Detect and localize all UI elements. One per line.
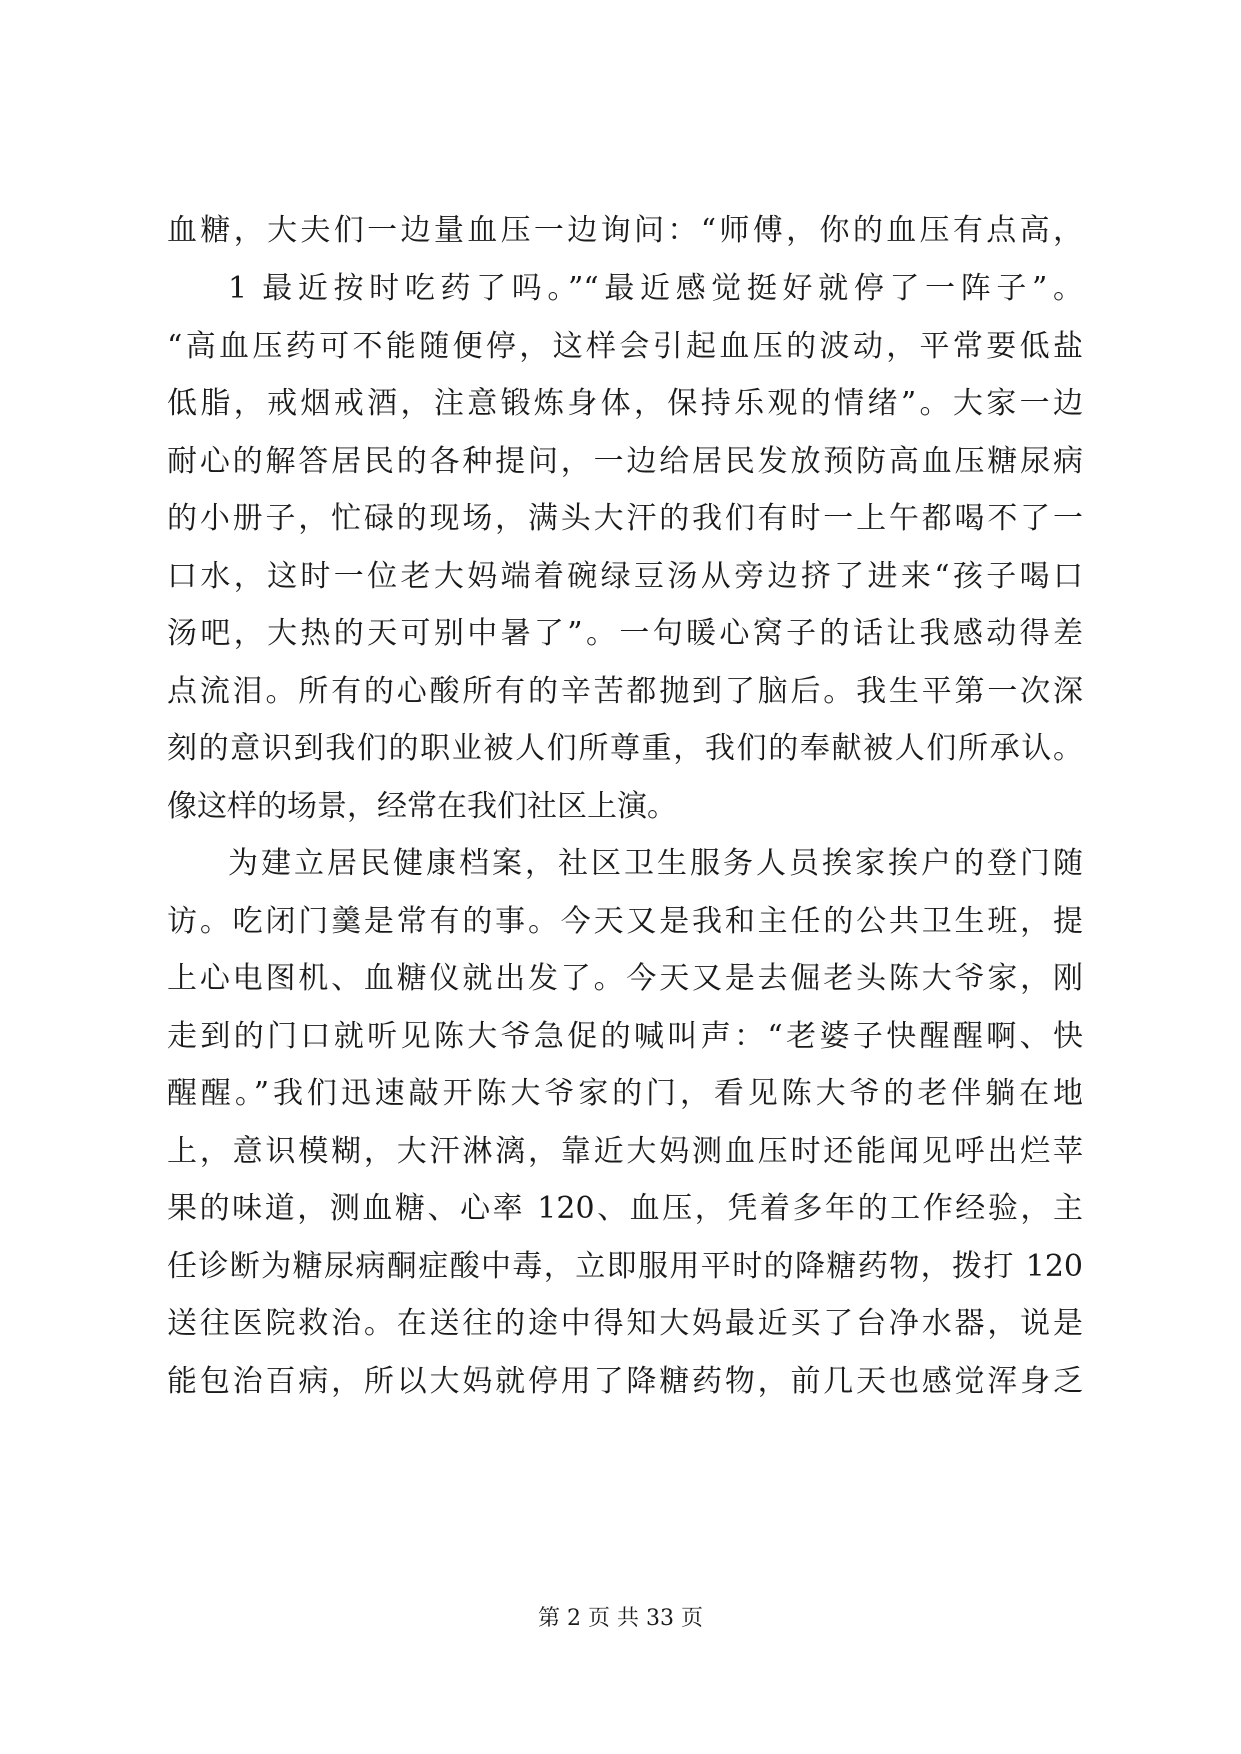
text-line: 刻的意识到我们的职业被人们所尊重，我们的奉献被人们所承认。 — [167, 731, 1083, 766]
text-line: 上，意识模糊，大汗淋漓，靠近大妈测血压时还能闻见呼出烂苹 — [167, 1134, 1083, 1169]
text-line: 任诊断为糖尿病酮症酸中毒，立即服用平时的降糖药物，拨打 120 — [167, 1249, 1083, 1284]
text-line: 走到的门口就听见陈大爷急促的喊叫声：“老婆子快醒醒啊、快 — [167, 1019, 1083, 1054]
text-line: 访。吃闭门羹是常有的事。今天又是我和主任的公共卫生班，提 — [167, 904, 1083, 939]
text-line: 醒醒。”我们迅速敲开陈大爷家的门，看见陈大爷的老伴躺在地 — [167, 1076, 1083, 1111]
text-line: 汤吧，大热的天可别中暑了”。一句暖心窝子的话让我感动得差 — [167, 616, 1083, 651]
text-line: 血糖，大夫们一边量血压一边询问：“师傅，你的血压有点高， — [167, 213, 1083, 248]
text-line: 果的味道，测血糖、心率 120、血压，凭着多年的工作经验，主 — [167, 1191, 1083, 1226]
text-line: 低脂，戒烟戒酒，注意锻炼身体，保持乐观的情绪”。大家一边 — [167, 386, 1083, 421]
text-line: 1 最近按时吃药了吗。”“最近感觉挺好就停了一阵子”。 — [228, 271, 1083, 306]
text-line: 为建立居民健康档案，社区卫生服务人员挨家挨户的登门随 — [228, 846, 1083, 881]
text-line: 耐心的解答居民的各种提问，一边给居民发放预防高血压糖尿病 — [167, 444, 1083, 479]
text-line: “高血压药可不能随便停，这样会引起血压的波动，平常要低盐 — [167, 329, 1083, 364]
text-line: 的小册子，忙碌的现场，满头大汗的我们有时一上午都喝不了一 — [167, 501, 1083, 536]
text-line: 能包治百病，所以大妈就停用了降糖药物，前几天也感觉浑身乏 — [167, 1364, 1083, 1399]
text-line: 送往医院救治。在送往的途中得知大妈最近买了台净水器，说是 — [167, 1306, 1083, 1341]
text-line: 像这样的场景，经常在我们社区上演。 — [167, 789, 677, 824]
text-line: 上心电图机、血糖仪就出发了。今天又是去倔老头陈大爷家，刚 — [167, 961, 1083, 996]
text-line: 点流泪。所有的心酸所有的辛苦都抛到了脑后。我生平第一次深 — [167, 674, 1083, 709]
page-number-footer: 第 2 页 共 33 页 — [538, 1606, 703, 1631]
text-line: 口水，这时一位老大妈端着碗绿豆汤从旁边挤了进来“孩子喝口 — [167, 559, 1083, 594]
